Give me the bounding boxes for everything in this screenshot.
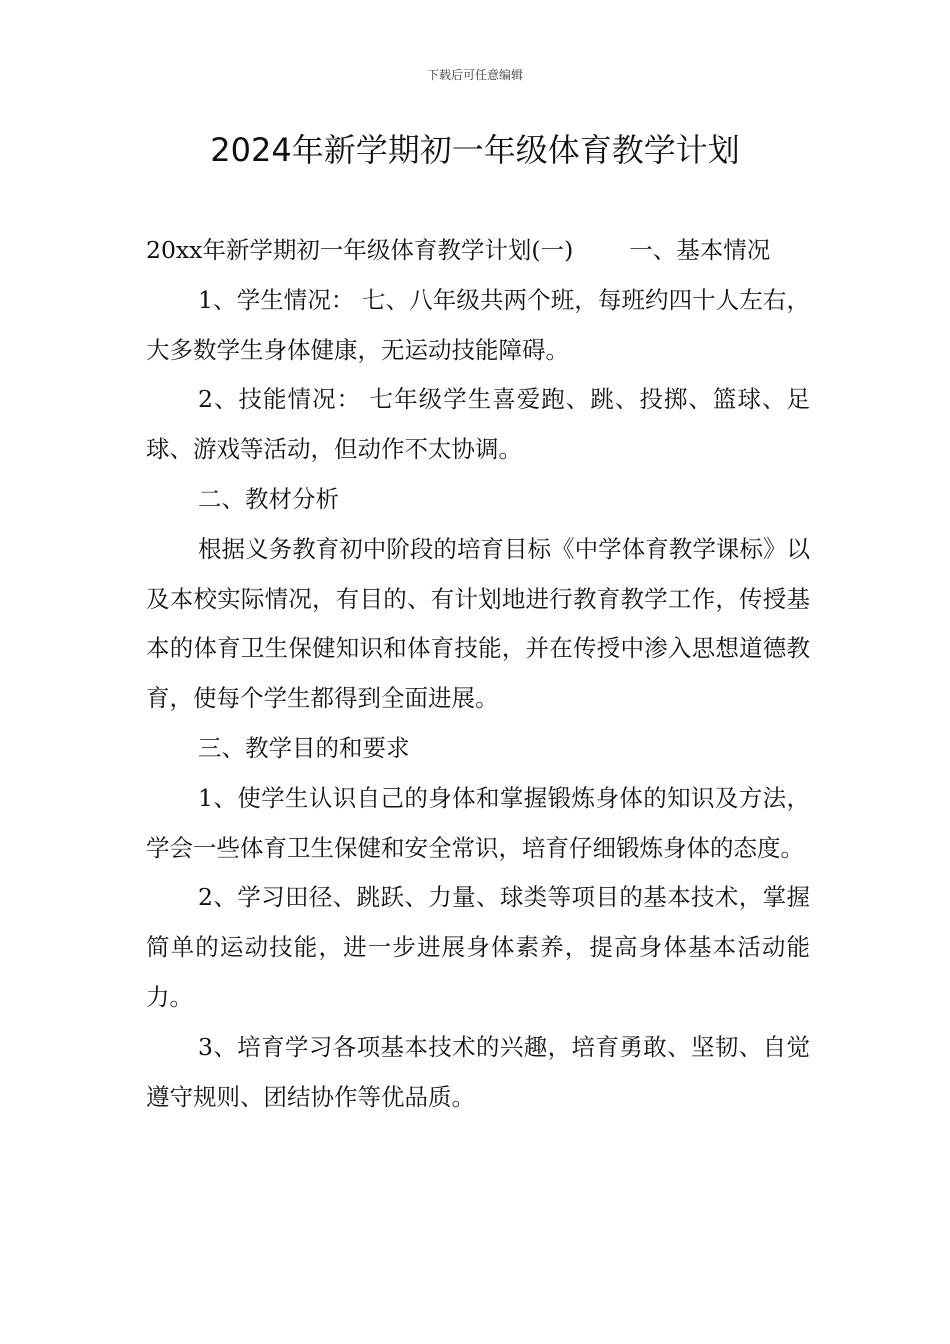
intro-paragraph: [146, 226, 810, 276]
paragraph-students: 1、学生情况： 七、八年级共两个班，每班约四十人左右，大多数学生身体健康，无运动技能障碍。: [146, 285, 810, 364]
page-title: 2024年新学期初一年级体育教学计划: [210, 131, 740, 169]
section-heading-materials: 二、教材分析: [198, 484, 339, 513]
section-heading-basic: 一、基本情况: [629, 236, 771, 264]
document-body: [146, 226, 810, 1122]
paragraph-goal-2: 2、学习田径、跳跃、力量、球类等项目的基本技术，掌握简单的运动技能，进一步进展身体素养，提高身体基本活动能力。: [146, 883, 810, 1011]
paragraph-materials: 根据义务教育初中阶段的培育目标《中学体育教学课标》以及本校实际情况，有目的、有计划地进行教育教学工作，传授基本的体育卫生保健知识和体育技能，并在传授中渗入思想道德教育，使每个学生都得到全面进展。: [146, 534, 810, 713]
section-heading-goals: 三、教学目的和要求: [198, 733, 410, 762]
paragraph-goal-1: 1、使学生认识自己的身体和掌握锻炼身体的知识及方法，学会一些体育卫生保健和安全常识，培育仔细锻炼身体的态度。: [146, 783, 810, 862]
paragraph-goal-3: 3、培育学习各项基本技术的兴趣，培育勇敢、坚韧、自觉遵守规则、团结协作等优品质。: [146, 1032, 810, 1111]
header-note: 下载后可任意编辑: [426, 68, 523, 82]
plan-subtitle: 20xx年新学期初一年级体育教学计划(一): [146, 236, 574, 264]
paragraph-skills: 2、技能情况： 七年级学生喜爱跑、跳、投掷、篮球、足球、游戏等活动，但动作不太协调。: [146, 385, 810, 464]
